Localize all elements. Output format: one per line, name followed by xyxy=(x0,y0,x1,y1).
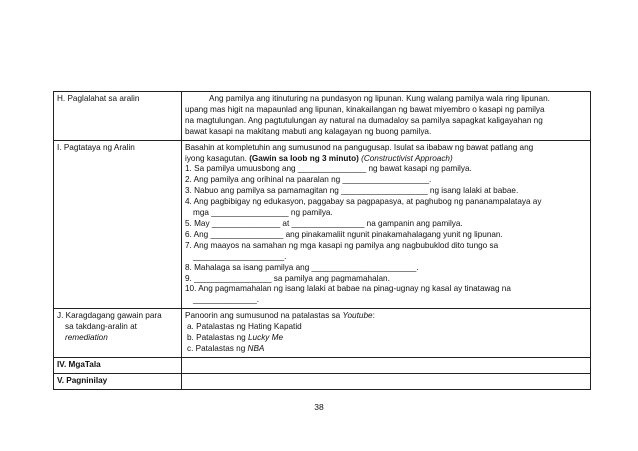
quiz-item: 3. Nabuo ang pamilya sa pamamagitan ng ___________________ ng isang lalaki at babae. xyxy=(185,186,519,196)
mga-tala-content xyxy=(182,357,591,373)
row-label-paglalahat: H. Paglalahat sa aralin xyxy=(54,92,182,141)
lesson-plan-table xyxy=(53,91,591,390)
paglalahat-line-3: na magtulungan. Ang pagtutulungan ay natural na dumadaloy sa pamilya sapagkat kaligayahan ng xyxy=(185,115,543,125)
page-number: 38 xyxy=(314,402,324,412)
quiz-item: 10. Ang pagmamahalan ng isang lalaki at babae na pinag-ugnay ng kasal ay tinatawag na xyxy=(185,284,511,294)
approach-note: (Constructivist Approach) xyxy=(358,153,453,163)
gawain-item-c: c. Patalastas ng NBA xyxy=(187,343,265,353)
row-paglalahat xyxy=(54,92,591,141)
row-label-pagninilay: V. Pagninilay xyxy=(54,373,182,389)
paglalahat-line-2: upang mas higit na mapaunlad ang lipunan, kinakailangan ng bawat miyembro o kasapi ng pamilya xyxy=(185,104,545,114)
row-label-mga-tala: IV. MgaTala xyxy=(54,357,182,373)
quiz-item-continuation: ______________. xyxy=(193,295,260,305)
pagninilay-content xyxy=(182,373,591,389)
gawain-item-a: a. Patalastas ng Hating Kapatid xyxy=(187,322,302,332)
quiz-item: 4. Ang pagbibigay ng edukasyon, paggabay sa pagpapasya, at paghubog ng pananampalataya ay xyxy=(185,197,542,207)
row-pagninilay xyxy=(54,373,591,389)
quiz-item: 2. Ang pamilya ang orihinal na paaralan ng ___________________. xyxy=(185,175,432,185)
quiz-item-continuation: ____________________. xyxy=(193,251,287,261)
quiz-item: 6. Ang ________________ ang pinakamaliit ngunit pinakamahalagang yunit ng lipunan. xyxy=(185,229,503,239)
pagtataya-content xyxy=(182,140,591,309)
quiz-item: 1. Sa pamilya umuusbong ang _______________ ng bawat kasapi ng pamilya. xyxy=(185,164,472,174)
quiz-item: 5. May _______________ at ________________ na gampanin ang pamilya. xyxy=(185,218,463,228)
paglalahat-content xyxy=(182,92,591,141)
gawain-item-b: b. Patalastas ng Lucky Me xyxy=(187,333,284,343)
pagtataya-intro-1: Basahin at kompletuhin ang sumusunod na pangugusap. Isulat sa ibabaw ng bawat patlang ang xyxy=(185,142,534,152)
row-label-karagdagang-gawain: J. Karagdagang gawain para sa takdang-aralin at remediation xyxy=(54,309,182,358)
quiz-item: 8. Mahalaga sa isang pamilya ang _______________________. xyxy=(185,262,419,272)
row-mga-tala xyxy=(54,357,591,373)
quiz-item: 7. Ang maayos na samahan ng mga kasapi ng pamilya ang nagbubuklod dito tungo sa xyxy=(185,240,499,250)
time-limit-note: (Gawin sa loob ng 3 minuto) xyxy=(249,153,359,163)
karagdagang-gawain-content xyxy=(182,309,591,358)
row-label-pagtataya: I. Pagtataya ng Aralin xyxy=(54,140,182,309)
paglalahat-line-4: bawat kasapi na makitang mabuti ang kalagayan ng buong pamilya. xyxy=(185,126,432,136)
quiz-item: 9. _________________ sa pamilya ang pagmamahalan. xyxy=(185,273,390,283)
pagtataya-intro-2: iyong kasagutan. (Gawin sa loob ng 3 minuto) (Constructivist Approach) xyxy=(185,153,453,163)
row-karagdagang-gawain xyxy=(54,309,591,358)
row-pagtataya xyxy=(54,140,591,309)
gawain-intro: Panoorin ang sumusunod na patalastas sa Youtube: xyxy=(185,311,375,321)
paglalahat-line-1: Ang pamilya ang itinuturing na pundasyon ng lipunan. Kung walang pamilya wala ring lipunan. xyxy=(209,94,550,103)
quiz-item-continuation: mga _________________ ng pamilya. xyxy=(193,208,333,218)
